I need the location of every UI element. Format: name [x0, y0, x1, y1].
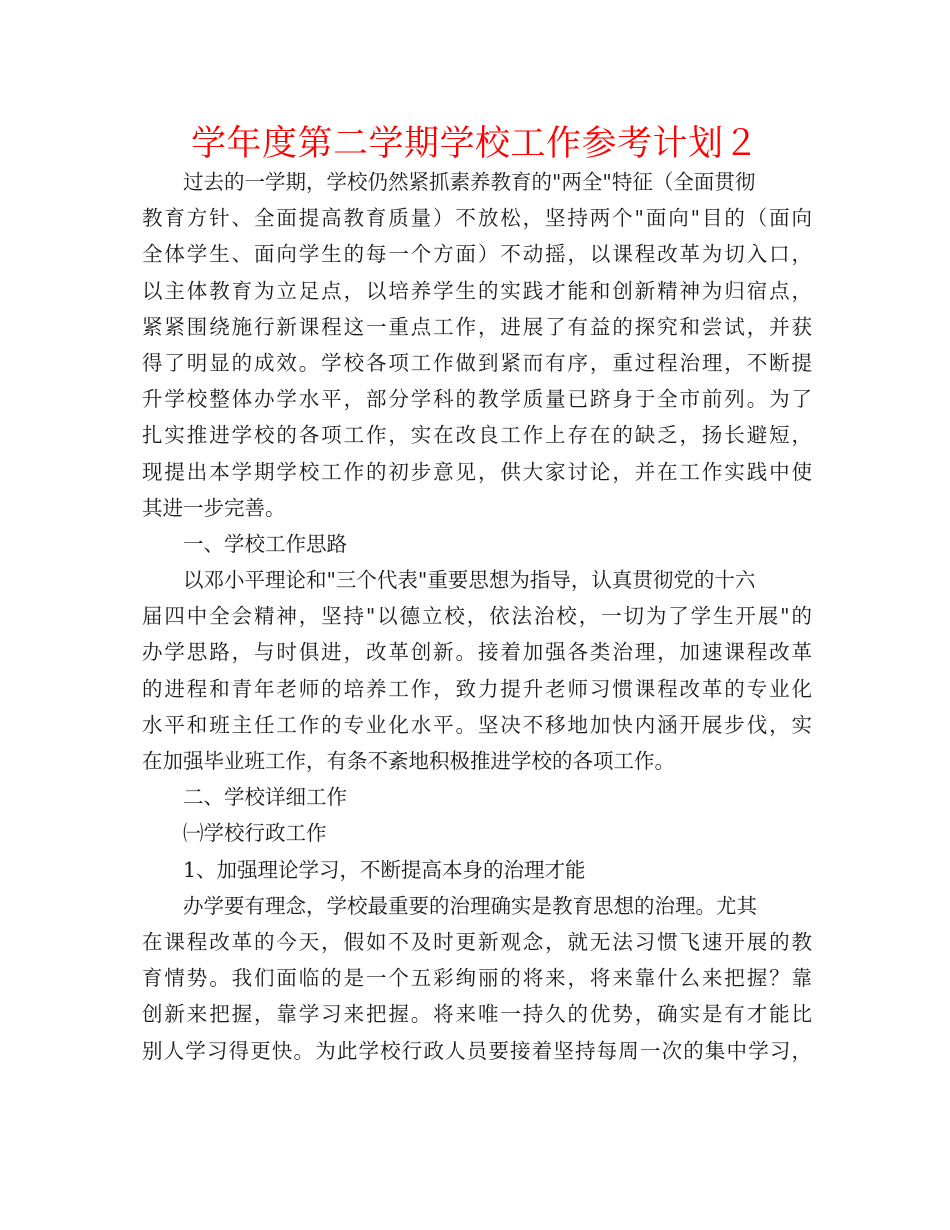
paragraph-line: 办学思路，与时俱进，改革创新。接着加强各类治理，加速课程改革 — [142, 640, 812, 665]
paragraph-line: 届四中全会精神，坚持"以德立校，依法治校，一切为了学生开展"的 — [142, 604, 812, 629]
paragraph-line: 在课程改革的今天，假如不及时更新观念，就无法习惯飞速开展的教 — [142, 929, 812, 954]
section-heading: 一、学校工作思路 — [183, 531, 347, 556]
paragraph-line: 教育方针、全面提高教育质量）不放松，坚持两个"面向"目的（面向 — [142, 206, 812, 231]
subsection-heading: ㈠学校行政工作 — [183, 821, 327, 846]
paragraph-line: 的进程和青年老师的培养工作，致力提升老师习惯课程改革的专业化 — [142, 676, 812, 701]
paragraph-line: 扎实推进学校的各项工作，实在改良工作上存在的缺乏，扬长避短， — [142, 423, 812, 448]
paragraph-line: 育情势。我们面临的是一个五彩绚丽的将来，将来靠什么来把握？靠 — [142, 966, 812, 991]
paragraph-line: 全体学生、面向学生的每一个方面）不动摇，以课程改革为切入口， — [142, 242, 812, 267]
paragraph-line: 紧紧围绕施行新课程这一重点工作，进展了有益的探究和尝试，并获 — [142, 314, 812, 339]
item-heading: 1、加强理论学习，不断提高本身的治理才能 — [183, 857, 586, 882]
paragraph-line: 办学要有理念，学校最重要的治理确实是教育思想的治理。尤其 — [183, 893, 757, 918]
paragraph-line: 以主体教育为立足点，以培养学生的实践才能和创新精神为归宿点， — [142, 278, 812, 303]
paragraph-line: 以邓小平理论和"三个代表"重要思想为指导，认真贯彻党的十六 — [183, 568, 756, 593]
paragraph-line: 在加强毕业班工作，有条不紊地积极推进学校的各项工作。 — [142, 749, 675, 773]
section-heading: 二、学校详细工作 — [183, 785, 347, 810]
paragraph-line: 其进一步完善。 — [142, 495, 286, 520]
document-title: 学年度第二学期学校工作参考计划２ — [190, 124, 759, 164]
document-body — [142, 164, 812, 1069]
paragraph-line: 水平和班主任工作的专业化水平。坚决不移地加快内涵开展步伐，实 — [142, 712, 812, 737]
paragraph-line: 升学校整体办学水平，部分学科的教学质量已跻身于全市前列。为了 — [142, 387, 812, 412]
paragraph-line: 得了明显的成效。学校各项工作做到紧而有序，重过程治理，不断提 — [142, 350, 812, 375]
paragraph-line: 现提出本学期学校工作的初步意见，供大家讨论，并在工作实践中使 — [142, 459, 812, 484]
paragraph-line: 过去的一学期，学校仍然紧抓素养教育的"两全"特征（全面贯彻 — [183, 170, 756, 194]
paragraph-line: 别人学习得更快。为此学校行政人员要接着坚持每周一次的集中学习， — [142, 1038, 812, 1063]
paragraph-line: 创新来把握，靠学习来把握。将来唯一持久的优势，确实是有才能比 — [142, 1002, 812, 1027]
